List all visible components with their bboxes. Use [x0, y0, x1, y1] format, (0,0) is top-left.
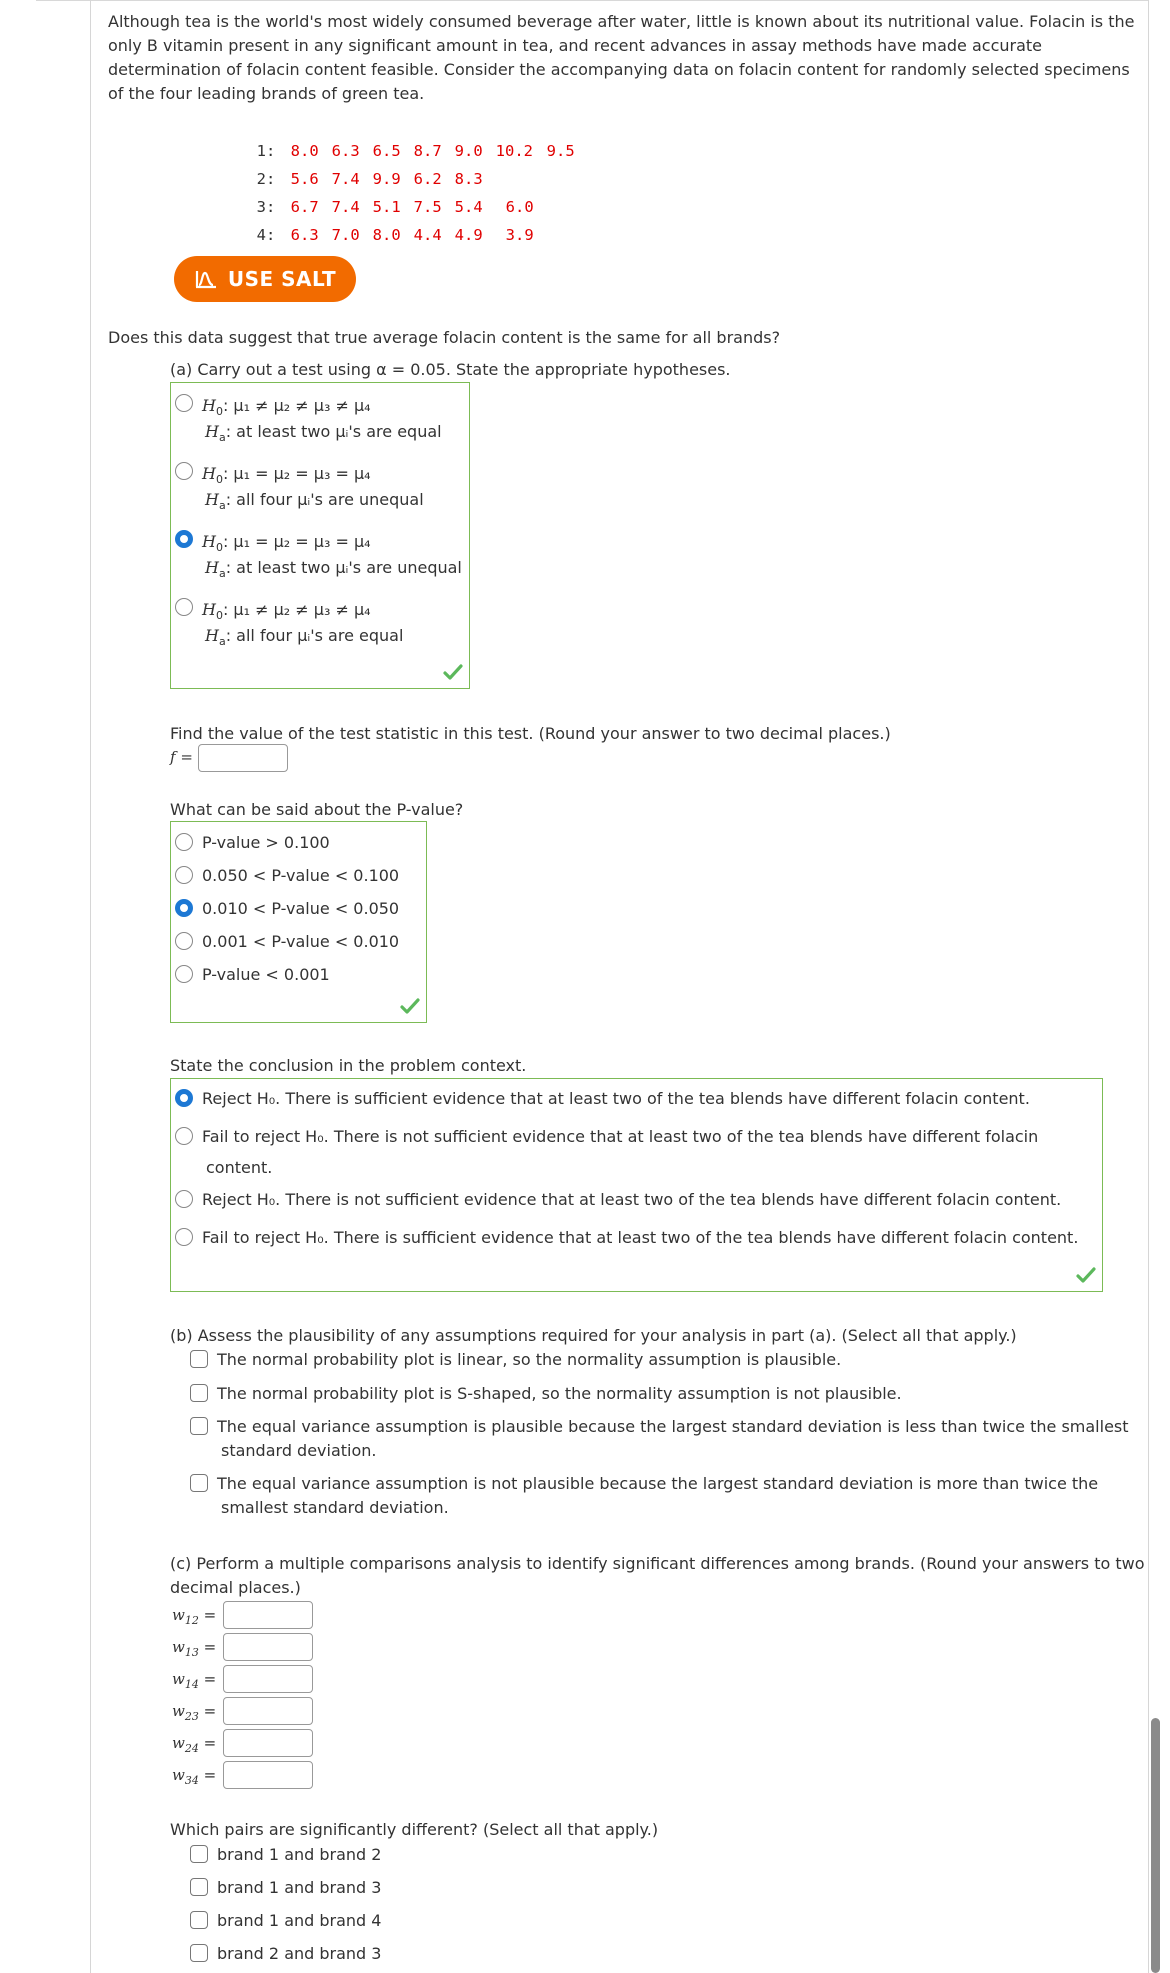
pair-option-1-checkbox[interactable]: [190, 1845, 208, 1863]
use-salt-button[interactable]: [174, 256, 356, 302]
f-label: f =: [170, 748, 193, 766]
problem-intro: Although tea is the world's most widely consumed beverage after water, little is known about its nutritional value. Folacin is the only B vitamin present in any significant amount in tea, and recent advances in assay methods have made accurate determination of folacin content feasible. Consider the accompanying data on folacin content for randomly selected specimens of the four leading brands of green tea.: [108, 12, 1135, 103]
conclusion-option-1-radio[interactable]: [175, 1089, 193, 1107]
pair-option-4-checkbox[interactable]: [190, 1944, 208, 1962]
data-value: 6.3: [331, 142, 360, 160]
hypothesis-option-2-ha: $H_a$: all four μᵢ's are unequal: [205, 490, 424, 513]
w14-input[interactable]: [223, 1665, 313, 1693]
p-value-option-2-radio[interactable]: [175, 866, 193, 884]
p-value-option-1-radio[interactable]: [175, 833, 193, 851]
assumption-option-1-label: The normal probability plot is linear, so the normality assumption is plausible.: [217, 1350, 842, 1369]
data-row-label: 4:: [256, 226, 276, 244]
f-statistic-input[interactable]: [198, 744, 288, 772]
conclusion-option-2-label-cont: content.: [206, 1158, 273, 1177]
conclusion-option-3-radio[interactable]: [175, 1190, 193, 1208]
part-c-prompt: (c) Perform a multiple comparisons analysis to identify significant differences among brands. (Round your answers to two: [170, 1554, 1145, 1573]
data-value: 8.0: [372, 226, 401, 244]
data-value: 7.4: [331, 170, 360, 188]
vertical-scrollbar-thumb[interactable]: [1151, 1718, 1160, 1973]
part-c-prompt-cont: decimal places.): [170, 1578, 301, 1597]
p-value-option-3-radio[interactable]: [175, 899, 193, 917]
data-value: 9.0: [454, 142, 483, 160]
hypothesis-option-3-radio[interactable]: [175, 530, 193, 548]
hypothesis-option-1-radio[interactable]: [175, 394, 193, 412]
hypothesis-option-4-h0: $H_0$: μ₁ ≠ μ₂ ≠ μ₃ ≠ μ₄: [202, 600, 371, 623]
part-a-prompt: (a) Carry out a test using α = 0.05. State the appropriate hypotheses.: [170, 360, 731, 379]
w24-input[interactable]: [223, 1729, 313, 1757]
assumption-option-2-checkbox[interactable]: [190, 1384, 208, 1402]
p-value-option-1-label: P-value > 0.100: [202, 833, 330, 852]
correct-check-icon: [400, 998, 420, 1014]
w23-input[interactable]: [223, 1697, 313, 1725]
p-value-prompt: What can be said about the P-value?: [170, 800, 464, 819]
data-value: 6.3: [290, 226, 319, 244]
hypothesis-option-2-h0: $H_0$: μ₁ = μ₂ = μ₃ = μ₄: [202, 464, 371, 487]
assumption-option-3-checkbox[interactable]: [190, 1417, 208, 1435]
conclusion-option-1-label: Reject H₀. There is sufficient evidence that at least two of the tea blends have different folacin content.: [202, 1089, 1030, 1108]
data-value: 9.5: [546, 142, 575, 160]
hypothesis-option-3-ha: $H_a$: at least two μᵢ's are unequal: [205, 558, 462, 581]
use-salt-label: USE SALT: [227, 267, 337, 291]
conclusion-prompt: State the conclusion in the problem context.: [170, 1056, 527, 1075]
pair-option-2-label: brand 1 and brand 3: [217, 1878, 382, 1897]
pair-option-2-checkbox[interactable]: [190, 1878, 208, 1896]
w24-label: $w_{24}$ =: [172, 1734, 217, 1755]
w34-input[interactable]: [223, 1761, 313, 1789]
hypothesis-option-1-ha: $H_a$: at least two μᵢ's are equal: [205, 422, 442, 445]
correct-check-icon: [1076, 1267, 1096, 1283]
conclusion-option-4-radio[interactable]: [175, 1228, 193, 1246]
conclusion-choice-box: [170, 1078, 1103, 1292]
w12-input[interactable]: [223, 1601, 313, 1629]
hypothesis-option-2-radio[interactable]: [175, 462, 193, 480]
test-statistic-prompt: Find the value of the test statistic in this test. (Round your answer to two decimal places.): [170, 724, 891, 743]
assumption-option-4-label: The equal variance assumption is not plausible because the largest standard deviation is more than twice the: [217, 1474, 1099, 1493]
hypothesis-option-3-h0: $H_0$: μ₁ = μ₂ = μ₃ = μ₄: [202, 532, 371, 555]
pair-option-3-checkbox[interactable]: [190, 1911, 208, 1929]
pair-option-3-label: brand 1 and brand 4: [217, 1911, 382, 1930]
hypothesis-option-4-ha: $H_a$: all four μᵢ's are equal: [205, 626, 404, 649]
data-value: 4.4: [413, 226, 442, 244]
w34-label: $w_{34}$ =: [172, 1766, 217, 1787]
data-row-label: 3:: [256, 198, 276, 216]
hypothesis-option-4-radio[interactable]: [175, 598, 193, 616]
assumption-option-3-label-cont: standard deviation.: [221, 1441, 377, 1460]
data-value: 8.3: [454, 170, 483, 188]
data-value: 6.5: [372, 142, 401, 160]
p-value-option-5-radio[interactable]: [175, 965, 193, 983]
correct-check-icon: [443, 664, 463, 680]
pairs-prompt: Which pairs are significantly different? (Select all that apply.): [170, 1820, 659, 1839]
data-value: 10.2: [495, 142, 533, 160]
data-value: 7.4: [331, 198, 360, 216]
data-value: 6.0: [505, 198, 534, 216]
p-value-option-3-label: 0.010 < P-value < 0.050: [202, 899, 400, 918]
part-b-prompt: (b) Assess the plausibility of any assumptions required for your analysis in part (a). (Select all that apply.): [170, 1326, 1017, 1345]
assumption-option-3-label: The equal variance assumption is plausible because the largest standard deviation is less than twice the smallest: [217, 1417, 1129, 1436]
data-value: 5.6: [290, 170, 319, 188]
data-value: 5.4: [454, 198, 483, 216]
data-value: 5.1: [372, 198, 401, 216]
assumption-option-2-label: The normal probability plot is S-shaped, so the normality assumption is not plausible.: [217, 1384, 902, 1403]
data-row-4: [238, 208, 547, 244]
w12-label: $w_{12}$ =: [172, 1606, 217, 1627]
hypothesis-option-1-h0: $H_0$: μ₁ ≠ μ₂ ≠ μ₃ ≠ μ₄: [202, 396, 371, 419]
data-value: 6.7: [290, 198, 319, 216]
data-value: 7.0: [331, 226, 360, 244]
assumption-option-4-label-cont: smallest standard deviation.: [221, 1498, 449, 1517]
w13-input[interactable]: [223, 1633, 313, 1661]
pair-option-1-label: brand 1 and brand 2: [217, 1845, 382, 1864]
conclusion-option-2-radio[interactable]: [175, 1127, 193, 1145]
data-value: 9.9: [372, 170, 401, 188]
w23-label: $w_{23}$ =: [172, 1702, 217, 1723]
data-value: 7.5: [413, 198, 442, 216]
conclusion-option-4-label: Fail to reject H₀. There is sufficient evidence that at least two of the tea blends have different folacin content.: [202, 1228, 1079, 1247]
p-value-option-4-label: 0.001 < P-value < 0.010: [202, 932, 400, 951]
conclusion-option-3-label: Reject H₀. There is not sufficient evidence that at least two of the tea blends have different folacin content.: [202, 1190, 1062, 1209]
data-row-label: 1:: [256, 142, 276, 160]
p-value-option-5-label: P-value < 0.001: [202, 965, 330, 984]
data-value: 8.0: [290, 142, 319, 160]
assumption-option-4-checkbox[interactable]: [190, 1474, 208, 1492]
main-question: Does this data suggest that true average folacin content is the same for all brands?: [108, 328, 781, 347]
p-value-option-4-radio[interactable]: [175, 932, 193, 950]
data-row-label: 2:: [256, 170, 276, 188]
w14-label: $w_{14}$ =: [172, 1670, 217, 1691]
data-value: 8.7: [413, 142, 442, 160]
p-value-option-2-label: 0.050 < P-value < 0.100: [202, 866, 400, 885]
w13-label: $w_{13}$ =: [172, 1638, 217, 1659]
data-value: 6.2: [413, 170, 442, 188]
conclusion-option-2-label: Fail to reject H₀. There is not sufficient evidence that at least two of the tea blends have different folacin: [202, 1127, 1039, 1146]
assumption-option-1-checkbox[interactable]: [190, 1350, 208, 1368]
pair-option-4-label: brand 2 and brand 3: [217, 1944, 382, 1963]
data-value: 3.9: [505, 226, 534, 244]
data-value: 4.9: [454, 226, 483, 244]
salt-chart-icon: [194, 268, 218, 290]
